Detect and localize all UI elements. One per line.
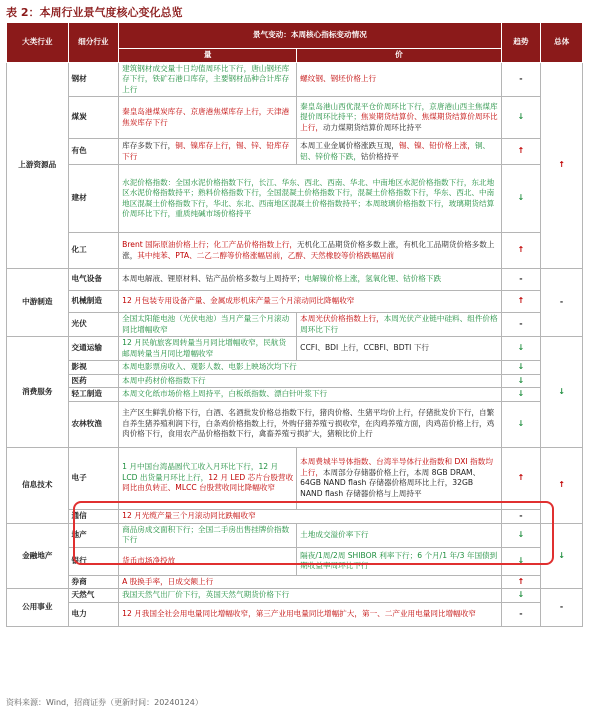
price-cell: [297, 337, 501, 361]
vol-text: 12 月包装专用设备产量、金属成形机床产量三个月滚动同比降幅收窄: [122, 296, 355, 306]
vol-text: 我国天然气出厂价下行，英国天然气期货价格下行: [122, 590, 290, 599]
category-cell: 中游制造: [7, 269, 69, 337]
trend-cell: ↑: [501, 139, 541, 165]
vol-cell: [119, 313, 297, 337]
price-cell: [297, 547, 501, 575]
subcategory-cell: 化工: [68, 233, 119, 269]
trend-cell: -: [501, 509, 541, 523]
vol-cell: [119, 388, 502, 402]
price-cell: [297, 139, 501, 165]
trend-cell: ↑: [501, 447, 541, 509]
subcategory-cell: 地产: [68, 523, 119, 547]
subcategory-cell: 轻工制造: [68, 388, 119, 402]
table-row: [7, 509, 583, 523]
subcategory-cell: 医药: [68, 374, 119, 388]
price-text: 本周费城半导体指数、台湾半导体行业指数和 DXI 指数均上行，: [300, 457, 493, 477]
price-cell: [297, 523, 501, 547]
vol-cell: [119, 602, 502, 626]
price-text: 螺纹钢、钢坯价格上行: [300, 74, 377, 83]
subcategory-cell: 电子: [68, 447, 119, 509]
price-cell: [297, 313, 501, 337]
vol-cell: [119, 165, 502, 233]
subcategory-cell: 电气设备: [68, 269, 119, 291]
price-text: 钴价格持平: [360, 151, 399, 161]
vol-cell: [119, 291, 502, 313]
price-cell: [297, 62, 501, 97]
table-body: [7, 62, 583, 626]
vol-cell: [119, 233, 502, 269]
vol-cell: [119, 361, 502, 375]
header-trend: 趋势: [501, 23, 541, 63]
footer-source: 资料来源：Wind，招商证券（更新时间：20240124）: [6, 698, 203, 707]
price-text: 土地成交溢价率下行: [300, 529, 369, 539]
table-row: [7, 447, 583, 509]
table-row: [7, 361, 583, 375]
vol-text: 商品房成交面积下行；全国二手房出售挂牌价指数下行: [122, 524, 290, 544]
table-row: [7, 523, 583, 547]
vol-cell: [119, 575, 502, 589]
header-subcategory: 细分行业: [68, 23, 119, 63]
vol-text: 铜、镍库存上行，锡、锌、铅库存下行: [122, 141, 290, 161]
overall-cell: -: [541, 589, 583, 627]
subcategory-cell: 建材: [68, 165, 119, 233]
vol-text: 本周电影票房收入、观影人数、电影上映场次均下行: [122, 362, 297, 371]
trend-cell: -: [501, 62, 541, 97]
vol-text: 全国太阳能电池（光伏电池）当月产量三个月滚动同比增幅收窄: [122, 314, 290, 334]
trend-cell: ↑: [501, 575, 541, 589]
vol-text: 主产区生鲜乳价格下行，白酒、名酒批发价格总指数下行，猪肉价格、生猪平均价上行，仔猪批发价下行，自繁自养生猪养殖利润下行，白条鸡价格指数上行，外购仔猪养殖亏损收窄，在肉鸡养殖方面，肉鸡苗价格上行，鸡肉价格下行，食用农产品价格指数下行，禽畜养殖亏损扩大，猪粮比价上行: [122, 408, 495, 439]
overall-cell: ↓: [541, 337, 583, 448]
price-text: 铜、铝、锌价格下跌，: [300, 141, 491, 161]
price-cell: [297, 97, 501, 139]
vol-text: 货币市场净投放: [122, 555, 176, 565]
category-cell: 公用事业: [7, 589, 69, 627]
subcategory-cell: 电力: [68, 602, 119, 626]
price-text: 焦炭期货结算价、焦煤期货结算价周环比上行，: [300, 112, 498, 132]
subcategory-cell: 天然气: [68, 589, 119, 603]
vol-text: 电解镍价格上涨，氢氧化锂、钴价格下跌: [304, 274, 442, 284]
header-change: 景气变动：本周核心指标变动情况: [119, 23, 502, 49]
vol-text: 12 月民航旅客周转量当月同比增幅收窄，民航货邮周转量当月同比增幅收窄: [122, 338, 287, 358]
table-row: [7, 374, 583, 388]
vol-cell: [119, 269, 502, 291]
trend-cell: ↓: [501, 589, 541, 603]
trend-cell: -: [501, 269, 541, 291]
header-category: 大类行业: [7, 23, 69, 63]
table-title: 表 2：本周行业景气度核心变化总览: [6, 6, 183, 19]
vol-text: 其中纯苯、PTA、二乙二醇等价格涨幅居前，乙醇、天然橡胶等价格跌幅居前: [137, 250, 395, 260]
vol-text: 本周玻璃价格指数下行，玻璃期货结算价周环比下行，重质纯碱市场价格持平: [122, 198, 495, 218]
vol-text: 无机化工品期货价格多数上涨，有机化工品期货价格多数上涨，: [122, 240, 495, 260]
subcategory-cell: 影视: [68, 361, 119, 375]
vol-text: 12 月 LED 芯片台股营收同比由负转正、MLCC 台股营收同比降幅收窄: [122, 472, 294, 493]
subcategory-cell: 农林牧渔: [68, 401, 119, 447]
table-row: [7, 337, 583, 361]
subcategory-cell: 通信: [68, 509, 119, 523]
overall-cell: ↑: [541, 447, 583, 523]
category-cell: 消费服务: [7, 337, 69, 448]
vol-text: 12 月光缆产量三个月滚动同比跌幅收窄: [122, 510, 256, 520]
overall-cell: ↓: [541, 523, 583, 589]
trend-cell: ↓: [501, 337, 541, 361]
table-row: [7, 547, 583, 575]
vol-cell: [119, 337, 297, 361]
vol-cell: [119, 589, 502, 603]
vol-text: 12 月我国全社会用电量同比增幅收窄，: [122, 608, 256, 618]
price-text: 本周部分存储器价格上行，本周 8GB DRAM、64GB NAND flash 存储器价格周环比上行，32GB NAND flash 存储器价格与上周持平: [300, 467, 481, 498]
category-cell: 上游资源品: [7, 62, 69, 269]
header-price: 价: [297, 49, 501, 63]
trend-cell: ↓: [501, 547, 541, 575]
subcategory-cell: 光伏: [68, 313, 119, 337]
vol-cell: [119, 62, 297, 97]
subcategory-cell: 煤炭: [68, 97, 119, 139]
trend-cell: ↓: [501, 523, 541, 547]
table-row: [7, 291, 583, 313]
table-row: [7, 139, 583, 165]
price-text: CCFI、BDI 上行，CCBFI、BDTI 下行: [300, 343, 430, 353]
trend-cell: -: [501, 602, 541, 626]
trend-cell: -: [501, 313, 541, 337]
overall-cell: -: [541, 269, 583, 337]
vol-cell: [119, 97, 297, 139]
overall-cell: ↑: [541, 62, 583, 269]
vol-text: 水泥价格指数：全国水泥价格指数下行，长江、华东、西北、西南、华北、中南地区水泥价格指数下行，东北地区水泥价格指数持平；熟料价格指数下行，全国混凝土价格指数下行，混凝土价格指数下行，华东、西北、中南地区混凝土价格指数下行，华北、东北、西南地区混凝土价格指数持平；: [122, 177, 495, 208]
price-text: 动力煤期货结算价周环比持平: [322, 122, 422, 132]
subcategory-cell: 券商: [68, 575, 119, 589]
header-volume: 量: [119, 49, 297, 63]
vol-text: 第三产业用电量同比增幅扩大，第一、二产业用电量同比增幅收窄: [255, 608, 476, 618]
vol-text: 本周文化纸市场价格上周持平，白板纸指数、漂白针叶浆下行: [122, 389, 328, 398]
price-cell: [297, 447, 501, 509]
header-overall: 总体: [541, 23, 583, 63]
vol-cell: [119, 547, 297, 575]
vol-text: A 股换手率，日成交额上行: [122, 576, 214, 586]
vol-cell: [119, 401, 502, 447]
table-row: [7, 165, 583, 233]
price-text: 秦皇岛港山西优混平仓价周环比下行，京唐港山西主焦煤库提价周环比持平；: [300, 101, 498, 122]
trend-cell: ↑: [501, 233, 541, 269]
trend-cell: ↓: [501, 374, 541, 388]
price-text: 锡、镍、铅价格上涨，: [398, 141, 475, 150]
vol-text: 本周中药材价格指数下行: [122, 375, 206, 385]
vol-cell: [119, 447, 297, 509]
vol-cell: [119, 523, 297, 547]
subcategory-cell: 交通运输: [68, 337, 119, 361]
trend-cell: ↓: [501, 388, 541, 402]
subcategory-cell: 机械制造: [68, 291, 119, 313]
vol-cell: [119, 374, 502, 388]
vol-text: Brent 国际原油价格上行；化工产品价格指数上行，: [122, 240, 298, 249]
vol-cell: [119, 509, 502, 523]
table-row: [7, 589, 583, 603]
trend-cell: ↓: [501, 97, 541, 139]
category-cell: 金融地产: [7, 523, 69, 589]
price-text: 本周工业金属价格涨跌互现，: [300, 141, 399, 150]
table-row: [7, 313, 583, 337]
subcategory-cell: 钢材: [68, 62, 119, 97]
industry-table: [6, 22, 583, 627]
table-row: [7, 575, 583, 589]
subcategory-cell: 有色: [68, 139, 119, 165]
price-text: 本周光伏产业链中硅料、组件价格周环比下行: [300, 314, 498, 334]
vol-text: 库存多数下行，: [122, 141, 176, 150]
table-row: [7, 388, 583, 402]
vol-text: 建筑钢材成交量十日均值周环比下行，唐山钢坯库存下行，铁矿石港口库存，主要钢材品种合计库存上行: [122, 63, 290, 94]
price-text: 本周光伏价格指数上行，: [300, 314, 384, 323]
table-row: [7, 602, 583, 626]
category-cell: 信息技术: [7, 447, 69, 523]
trend-cell: ↓: [501, 165, 541, 233]
table-row: [7, 62, 583, 97]
vol-text: 秦皇岛港煤炭库存、京唐港焦煤库存上行，天津港焦炭库存下行: [122, 107, 290, 127]
table-row: [7, 401, 583, 447]
vol-text: 1 月中国台湾晶圆代工收入月环比下行，12 月 LCD 出货量月环比上行，: [122, 462, 279, 482]
trend-cell: ↓: [501, 361, 541, 375]
trend-cell: ↓: [501, 401, 541, 447]
table-row: [7, 233, 583, 269]
price-text: 隔夜/1周/2周 SHIBOR 利率下行；6 个月/1 年/3 年国债到期收益率周环比下行: [300, 550, 498, 570]
table-row: [7, 269, 583, 291]
vol-text: 本周电解液、锂原材料、钴产品价格多数与上周持平；: [122, 274, 305, 284]
vol-cell: [119, 139, 297, 165]
subcategory-cell: 银行: [68, 547, 119, 575]
trend-cell: ↑: [501, 291, 541, 313]
table-row: [7, 97, 583, 139]
